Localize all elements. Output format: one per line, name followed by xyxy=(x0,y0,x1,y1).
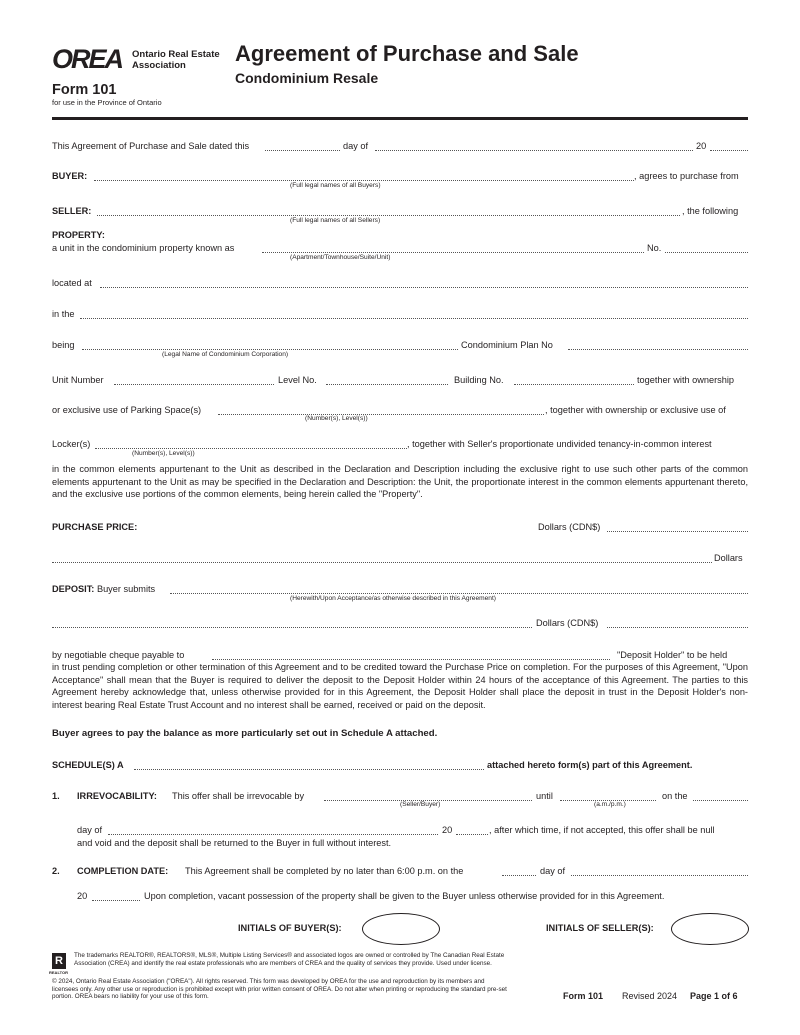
until-time-field[interactable] xyxy=(560,791,656,801)
condo-plan-text: Condominium Plan No xyxy=(461,340,553,350)
level-text: Level No. xyxy=(278,375,317,385)
on-the-day-field[interactable] xyxy=(693,791,748,801)
price-dollars-text: Dollars xyxy=(714,553,743,563)
in-the-text: in the xyxy=(52,309,75,319)
purchase-price-amount-field[interactable] xyxy=(607,522,748,532)
agreement-month-field[interactable] xyxy=(375,141,693,151)
condo-plan-field[interactable] xyxy=(568,340,748,350)
buyer-names-field[interactable] xyxy=(94,171,634,181)
seller-label: SELLER: xyxy=(52,206,92,216)
completion-day-of: day of xyxy=(540,866,566,876)
intro-text-1: This Agreement of Purchase and Sale dated this xyxy=(52,141,250,151)
deposit-holder-field[interactable] xyxy=(212,650,610,660)
page-subtitle: Condominium Resale xyxy=(235,70,379,86)
agreement-date-field[interactable] xyxy=(265,141,340,151)
condo-corporation-field[interactable] xyxy=(82,340,458,350)
completion-year-field[interactable] xyxy=(92,891,140,901)
realtor-logo: R xyxy=(52,953,66,969)
locker-tail: , together with Seller's proportionate undivided tenancy-in-common interest xyxy=(407,439,712,449)
irrevocability-line2: and void and the deposit shall be returned to the Buyer in full without interest. xyxy=(77,838,392,848)
intro-text-3: 20 xyxy=(696,141,707,151)
until-text: until xyxy=(536,791,553,801)
buyer-initials-oval[interactable] xyxy=(362,913,440,945)
org-name-line1: Ontario Real Estate xyxy=(132,49,220,60)
unit-known-as-text: a unit in the condominium property known as xyxy=(52,243,235,253)
property-description: in the common elements appurtenant to the Unit as described in the Declaration and Description including the exclusive right to use such other parts of the common elements appurtenant to the Unit as may be specified in the Declaration and Description: the Unit, the proportionate interest in the common elements appurtenant thereto, and the exclusive use portions of the common elements, being herein called the "Property". xyxy=(52,464,748,499)
am-pm-caption: (a.m./p.m.) xyxy=(594,801,626,808)
on-the-text: on the xyxy=(662,791,688,801)
seller-names-field[interactable] xyxy=(97,206,680,216)
locker-text: Locker(s) xyxy=(52,439,91,449)
deposit-holder-text: "Deposit Holder" to be held xyxy=(617,650,728,660)
seller-initials-oval[interactable] xyxy=(671,913,749,945)
buyer-submits-text: Buyer submits xyxy=(96,584,156,594)
form-number: Form 101 xyxy=(52,82,117,98)
irrevocability-label: IRREVOCABILITY: xyxy=(77,791,157,801)
deposit-terms: in trust pending completion or other termination of this Agreement and to be credited toward the Purchase Price on completion. For the purposes of this Agreement, "Upon Acceptance" shall mean that the Buyer is required to deliver the deposit to the Deposit Holder within 24 hours of the acceptance of this Agreement. The parties to this Agreement hereby acknowledge that, unless otherwise provided for in this Agreement, the Deposit Holder shall place the deposit in trust in the Deposit Holder's non-interest bearing Real Estate Trust Account and no interest shall be earned, received or paid on the deposit. xyxy=(52,662,748,710)
price-dollars-cdn-text: Dollars (CDN$) xyxy=(538,522,601,532)
deposit-label: DEPOSIT: xyxy=(52,584,95,594)
unit-number-text: Unit Number xyxy=(52,375,104,385)
page-title: Agreement of Purchase and Sale xyxy=(235,41,579,66)
parking-text: or exclusive use of Parking Space(s) xyxy=(52,405,202,415)
deposit-amount-field[interactable] xyxy=(607,618,748,628)
orea-logo-mark: OREA xyxy=(52,44,123,74)
form-use-note: for use in the Province of Ontario xyxy=(52,98,162,107)
trademark-notice: The trademarks REALTOR®, REALTORS®, MLS®, Multiple Listing Services® and associated logos are owned or controlled by The Canadian Real Estate Association (CREA) and identify the real estate professionals who are members of CREA and the quality of services they provide. Used under license. xyxy=(74,952,505,967)
footer-form-number: Form 101 xyxy=(563,991,604,1001)
balance-statement: Buyer agrees to pay the balance as more particularly set out in Schedule A attached. xyxy=(52,728,438,739)
schedule-field[interactable] xyxy=(134,760,484,770)
copyright-notice: © 2024, Ontario Real Estate Association ("OREA"). All rights reserved. This form was developed by OREA for the use and reproduction by its members and licensees only. Any other use or reproduction is prohibited except with prior written consent of OREA. Do not alter when printing or reproducing the standard pre-set portion. OREA bears no liability for your use of this form. xyxy=(52,978,507,1001)
buyer-caption: (Full legal names of all Buyers) xyxy=(290,182,381,189)
schedule-label: SCHEDULE(S) A xyxy=(52,760,124,770)
unit-type-field[interactable] xyxy=(262,243,644,253)
seller-caption: (Full legal names of all Sellers) xyxy=(290,217,381,224)
deposit-timing-field[interactable] xyxy=(170,584,748,594)
buyer-label: BUYER: xyxy=(52,171,88,181)
building-field[interactable] xyxy=(514,375,634,385)
irrevocability-year: 20 xyxy=(442,825,453,835)
unit-no-text: No. xyxy=(647,243,662,253)
irrevocability-year-field[interactable] xyxy=(456,825,488,835)
seller-initials-label: INITIALS OF SELLER(S): xyxy=(546,923,654,933)
completion-label: COMPLETION DATE: xyxy=(77,866,169,876)
irrevocability-number: 1. xyxy=(52,791,60,801)
header-rule xyxy=(52,117,748,120)
unit-number-field[interactable] xyxy=(114,375,274,385)
irrevocability-month-field[interactable] xyxy=(108,825,438,835)
org-name-line2: Association xyxy=(132,60,186,71)
footer-revised: Revised 2024 xyxy=(622,991,678,1001)
irrevocability-text: This offer shall be irrevocable by xyxy=(172,791,305,801)
deposit-words-field[interactable] xyxy=(52,618,532,628)
buyer-tail: , agrees to purchase from xyxy=(634,171,739,181)
level-field[interactable] xyxy=(326,375,448,385)
condo-corporation-caption: (Legal Name of Condominium Corporation) xyxy=(162,351,289,358)
irrevocability-tail: , after which time, if not accepted, this offer shall be null xyxy=(489,825,715,835)
seller-tail: , the following xyxy=(682,206,739,216)
deposit-dollars-cdn-text: Dollars (CDN$) xyxy=(536,618,599,628)
located-at-field[interactable] xyxy=(100,278,748,288)
irrevocable-by-field[interactable] xyxy=(324,791,532,801)
parking-tail: , together with ownership or exclusive use of xyxy=(545,405,726,415)
completion-number: 2. xyxy=(52,866,60,876)
payable-to-text: by negotiable cheque payable to xyxy=(52,650,185,660)
ownership-text: together with ownership xyxy=(637,375,735,385)
being-text: being xyxy=(52,340,75,350)
in-the-field[interactable] xyxy=(80,309,748,319)
agreement-year-field[interactable] xyxy=(710,141,748,151)
completion-text: This Agreement shall be completed by no later than 6:00 p.m. on the xyxy=(185,866,464,876)
irrevocability-day-of: day of xyxy=(77,825,103,835)
locker-field[interactable] xyxy=(95,439,407,449)
building-text: Building No. xyxy=(454,375,504,385)
footer-page-number: Page 1 of 6 xyxy=(690,991,738,1001)
seller-buyer-caption: (Seller/Buyer) xyxy=(400,801,441,808)
locker-caption: (Number(s), Level(s)) xyxy=(132,450,195,457)
unit-no-field[interactable] xyxy=(665,243,748,253)
purchase-price-label: PURCHASE PRICE: xyxy=(52,522,138,532)
buyer-initials-label: INITIALS OF BUYER(S): xyxy=(238,923,342,933)
property-label: PROPERTY: xyxy=(52,230,105,240)
completion-month-field[interactable] xyxy=(571,866,748,876)
deposit-timing-caption: (Herewith/Upon Acceptance/as otherwise described in this Agreement) xyxy=(290,595,496,602)
completion-day-field[interactable] xyxy=(502,866,536,876)
orea-logo xyxy=(52,46,232,76)
purchase-price-words-field[interactable] xyxy=(52,553,712,563)
intro-text-2: day of xyxy=(343,141,369,151)
realtor-logo-label: REALTOR xyxy=(49,970,68,975)
completion-year: 20 xyxy=(77,891,88,901)
completion-tail: Upon completion, vacant possession of the property shall be given to the Buyer unless otherwise provided for in this Agreement. xyxy=(144,891,665,901)
parking-field[interactable] xyxy=(218,405,544,415)
unit-type-caption: (Apartment/Townhouse/Suite/Unit) xyxy=(290,254,391,261)
schedule-tail: attached hereto form(s) part of this Agreement. xyxy=(487,760,693,770)
parking-caption: (Number(s), Level(s)) xyxy=(305,415,368,422)
deposit-line xyxy=(52,583,155,595)
located-at-text: located at xyxy=(52,278,92,288)
